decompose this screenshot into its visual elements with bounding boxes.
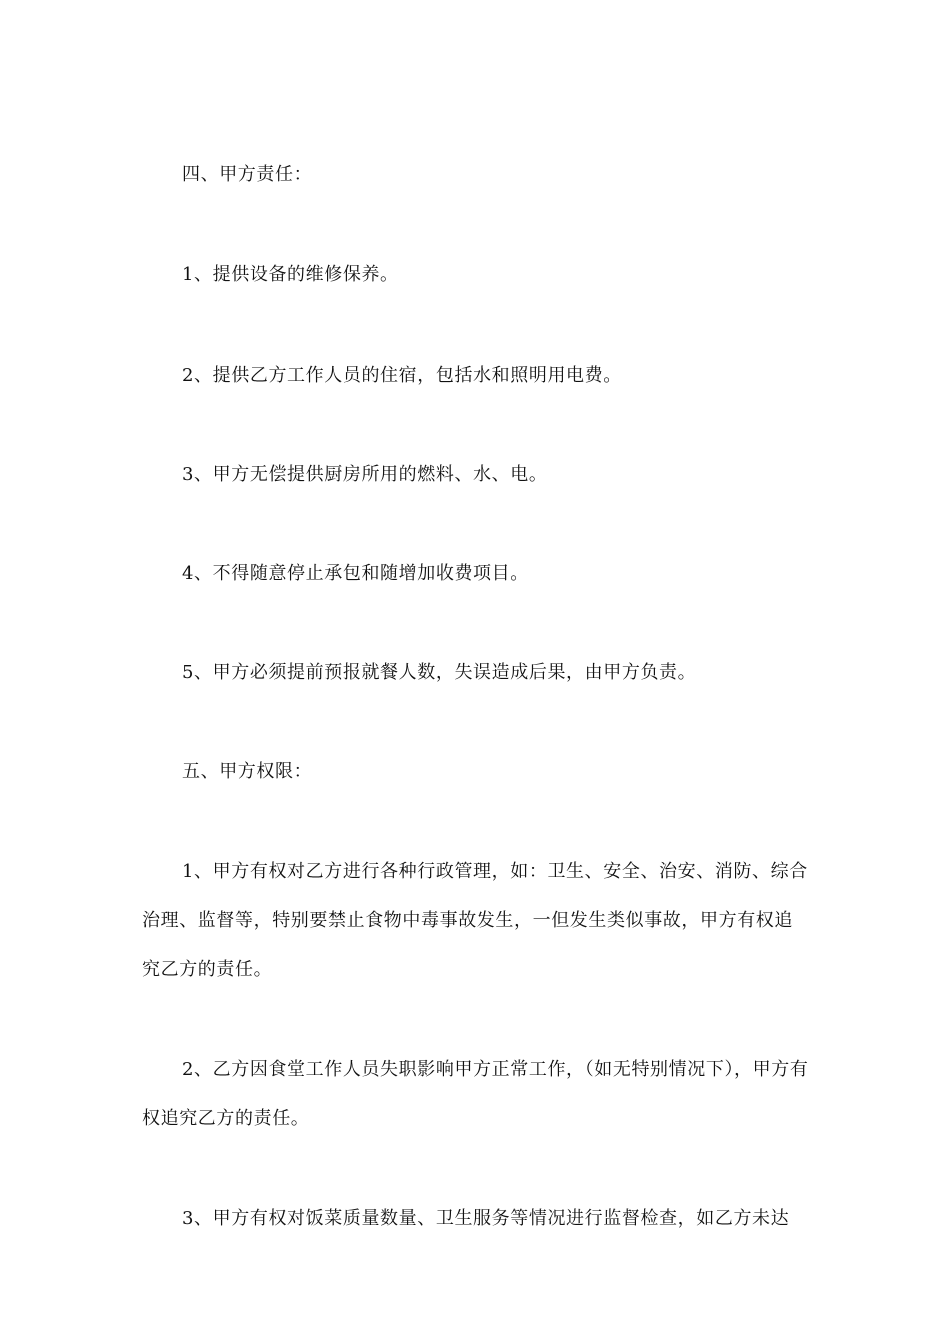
section-4-item-1: 1、提供设备的维修保养。 [182,264,399,285]
section-5-item-2: 2、乙方因食堂工作人员失职影响甲方正常工作，（如无特别情况下），甲方有权追究乙方的责任。 [142,1059,809,1129]
section-4-item-3: 3、甲方无偿提供厨房所用的燃料、水、电。 [182,464,548,485]
section-5-heading: 五、甲方权限： [182,761,313,782]
section-4-item-4: 4、不得随意停止承包和随增加收费项目。 [182,563,529,584]
section-4-heading: 四、甲方责任： [182,164,313,185]
section-5-item-1: 1、甲方有权对乙方进行各种行政管理，如：卫生、安全、治安、消防、综合治理、监督等，特别要禁止食物中毒事故发生，一但发生类似事故，甲方有权追究乙方的责任。 [142,861,808,980]
section-4-item-2: 2、提供乙方工作人员的住宿，包括水和照明用电费。 [182,365,622,386]
section-4-item-5: 5、甲方必须提前预报就餐人数，失误造成后果，由甲方负责。 [182,662,697,683]
section-5-item-3: 3、甲方有权对饭菜质量数量、卫生服务等情况进行监督检查，如乙方未达 [182,1208,790,1229]
